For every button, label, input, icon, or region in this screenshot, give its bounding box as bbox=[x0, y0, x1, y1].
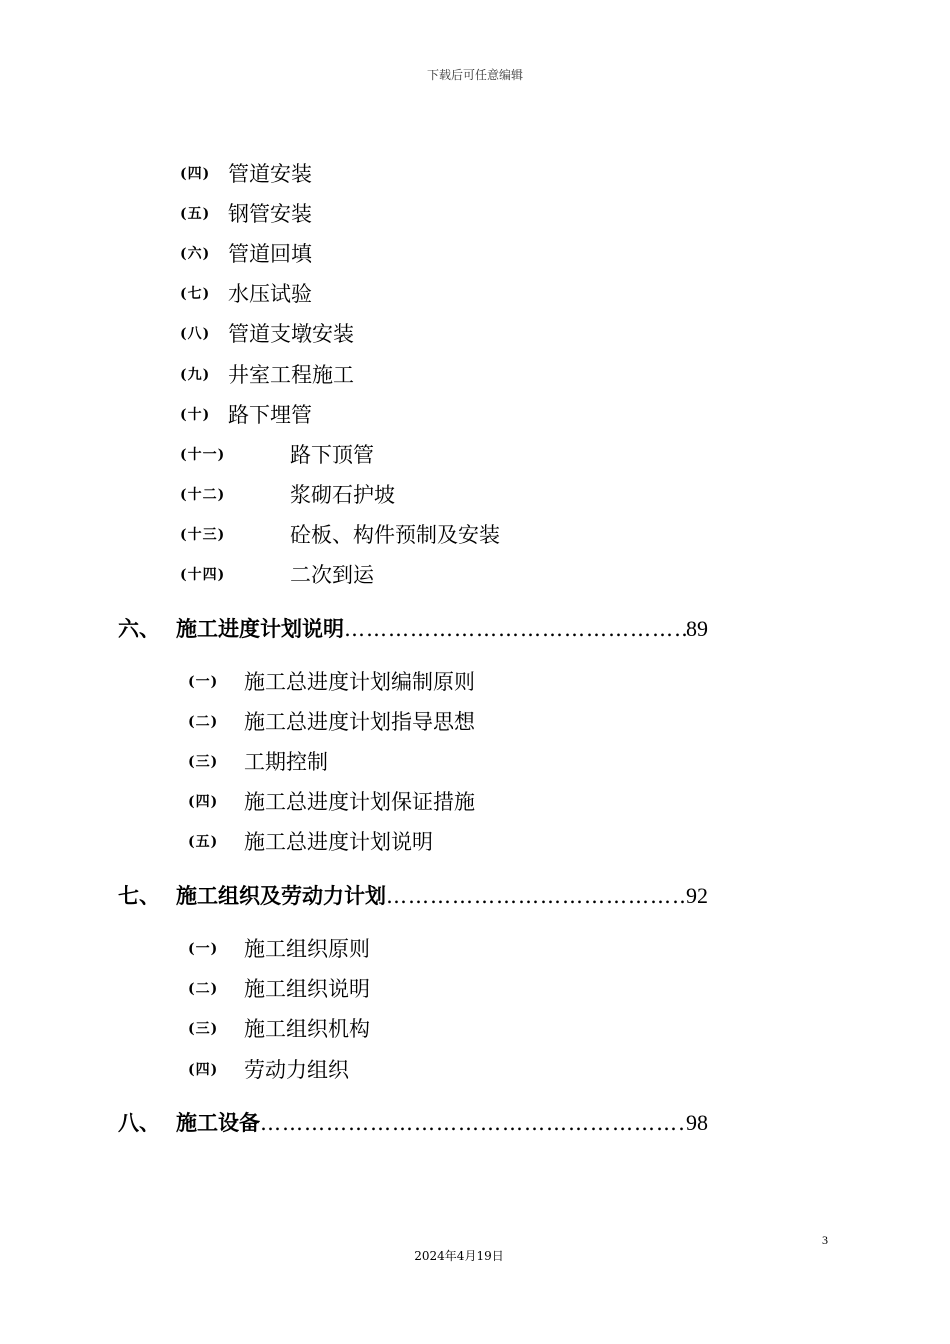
toc-subitem-number: (五) bbox=[180, 206, 211, 222]
toc-section-title: 施工进度计划说明 bbox=[176, 616, 344, 641]
page-header: 下载后可任意编辑 bbox=[426, 68, 523, 82]
toc-subitem-number: (五) bbox=[188, 834, 219, 850]
toc-section-six[interactable] bbox=[118, 612, 708, 646]
toc-leader-dots bbox=[344, 612, 686, 646]
toc-section-eight[interactable] bbox=[118, 1106, 708, 1140]
toc-subitem-number: (三) bbox=[188, 1021, 219, 1037]
toc-subitem-number: (十三) bbox=[180, 527, 226, 543]
toc-subitem-number: (十二) bbox=[180, 487, 226, 503]
toc-subitem-title: 施工总进度计划保证措施 bbox=[244, 790, 475, 814]
toc-section-title: 施工组织及劳动力计划 bbox=[176, 883, 386, 908]
toc-subitem-title: 施工总进度计划编制原则 bbox=[244, 670, 475, 694]
footer-date: 2024年4月19日 bbox=[414, 1249, 504, 1263]
toc-subitem-number: (六) bbox=[180, 246, 211, 262]
toc-subitem-title: 井室工程施工 bbox=[228, 363, 354, 387]
toc-section-number: 六、 bbox=[118, 616, 160, 641]
page-number: 3 bbox=[822, 1233, 828, 1247]
toc-subitem-title: 浆砌石护坡 bbox=[290, 483, 395, 507]
toc-subitem-title: 钢管安装 bbox=[228, 202, 312, 226]
toc-subitem-number: (九) bbox=[180, 367, 211, 383]
toc-section-page: 98 bbox=[686, 1110, 708, 1135]
toc-subitem-title: 施工组织机构 bbox=[244, 1017, 370, 1041]
toc-section-page: 89 bbox=[686, 616, 708, 641]
toc-subitem-number: (四) bbox=[188, 794, 219, 810]
toc-subitem-title: 管道回填 bbox=[228, 242, 312, 266]
toc-subitem-number: (一) bbox=[188, 941, 219, 957]
toc-subitem-number: (四) bbox=[180, 166, 211, 182]
toc-subitem-number: (四) bbox=[188, 1062, 219, 1078]
toc-leader-dots bbox=[386, 879, 686, 913]
toc-leader-dots bbox=[260, 1106, 686, 1140]
toc-subitem-number: (八) bbox=[180, 326, 211, 342]
toc-subitem-title: 施工总进度计划指导思想 bbox=[244, 710, 475, 734]
toc-subitem-number: (一) bbox=[188, 674, 219, 690]
toc-section-title: 施工设备 bbox=[176, 1110, 260, 1135]
toc-subitem-number: (七) bbox=[180, 286, 211, 302]
toc-subitem-number: (十一) bbox=[180, 447, 226, 463]
toc-subitem-title: 二次到运 bbox=[290, 563, 374, 587]
toc-subitem-title: 路下顶管 bbox=[290, 443, 374, 467]
toc-subitem-title: 路下埋管 bbox=[228, 403, 312, 427]
toc-section-number: 七、 bbox=[118, 883, 160, 908]
toc-subitem-title: 劳动力组织 bbox=[244, 1058, 349, 1082]
toc-subitem-number: (二) bbox=[188, 714, 219, 730]
toc-section-seven[interactable] bbox=[118, 879, 708, 913]
toc-subitem-title: 水压试验 bbox=[228, 282, 312, 306]
toc-subitem-number: (二) bbox=[188, 981, 219, 997]
toc-subitem-title: 管道安装 bbox=[228, 162, 312, 186]
toc-subitem-title: 管道支墩安装 bbox=[228, 322, 354, 346]
toc-subitem-number: (十) bbox=[180, 407, 211, 423]
toc-subitem-number: (十四) bbox=[180, 567, 226, 583]
toc-section-number: 八、 bbox=[118, 1110, 160, 1135]
toc-subitem-title: 施工组织原则 bbox=[244, 937, 370, 961]
toc-subitem-title: 砼板、构件预制及安装 bbox=[290, 523, 500, 547]
toc-subitem-number: (三) bbox=[188, 754, 219, 770]
toc-subitem-title: 施工总进度计划说明 bbox=[244, 830, 433, 854]
toc-subitem-title: 工期控制 bbox=[244, 750, 328, 774]
toc-section-page: 92 bbox=[686, 883, 708, 908]
toc-subitem-title: 施工组织说明 bbox=[244, 977, 370, 1001]
